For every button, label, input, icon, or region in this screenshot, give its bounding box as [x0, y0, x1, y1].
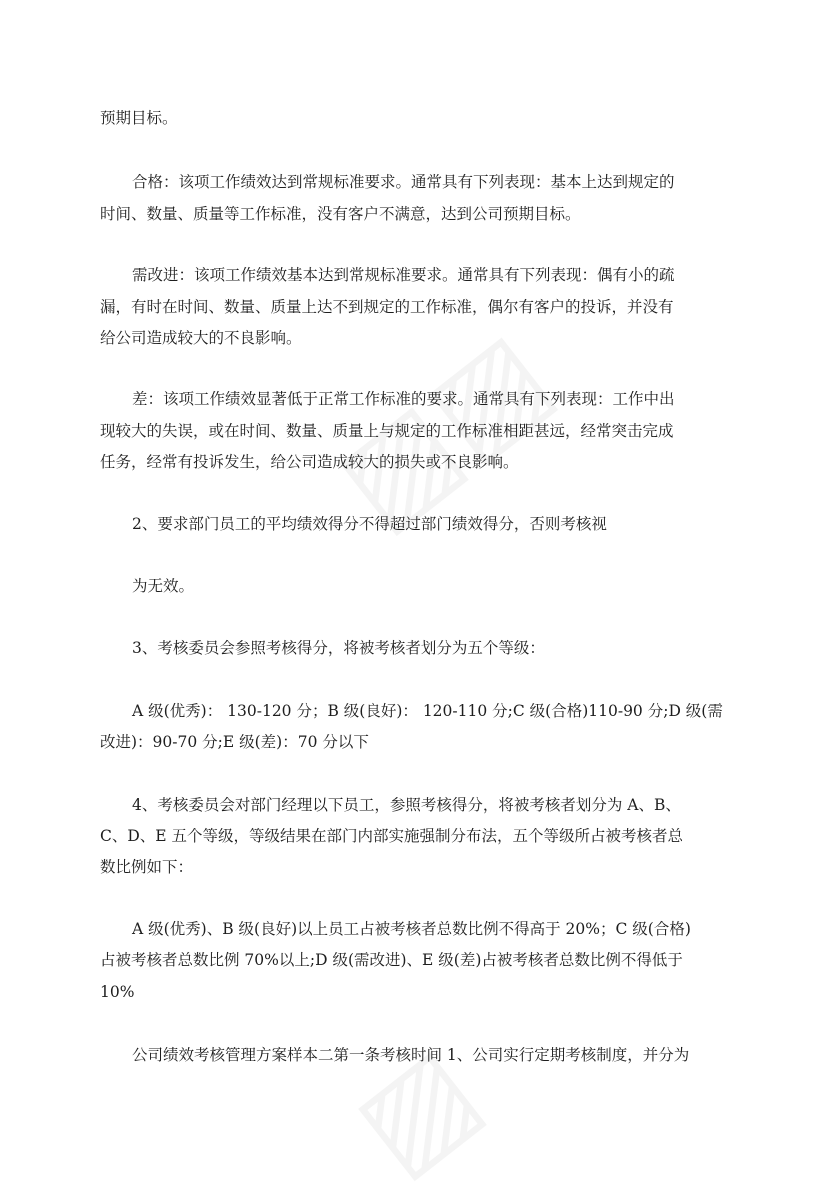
- text-line: 现较大的失误，或在时间、数量、质量上与规定的工作标准相距甚远，经常突击完成: [100, 422, 674, 440]
- text-line: C、D、E 五个等级，等级结果在部门内部实施强制分布法，五个等级所占被考核者总: [100, 827, 684, 845]
- text-line: A 级(优秀)、B 级(良好)以上员工占被考核者总数比例不得高于 20%；C 级(合格): [132, 920, 691, 938]
- text-line: 数比例如下：: [100, 858, 194, 876]
- text-line: 公司绩效考核管理方案样本二第一条考核时间 1、公司实行定期考核制度，并分为: [132, 1046, 690, 1064]
- text-line: 给公司造成较大的不良影响。: [100, 329, 302, 347]
- text-line: 为无效。: [132, 577, 195, 595]
- text-line: 改进)：90-70 分;E 级(差)：70 分以下: [100, 733, 369, 751]
- text-line: 占被考核者总数比例 70%以上;D 级(需改进)、E 级(差)占被考核者总数比例不得低于: [100, 951, 683, 969]
- text-line: A 级(优秀)： 130-120 分；B 级(良好)： 120-110 分;C 级(合格)110-90 分;D 级(需: [132, 702, 723, 720]
- text-line: 2、要求部门员工的平均绩效得分不得超过部门绩效得分，否则考核视: [132, 515, 607, 533]
- text-line: 时间、数量、质量等工作标准，没有客户不满意，达到公司预期目标。: [100, 205, 581, 223]
- text-line: 10%: [100, 983, 135, 1001]
- text-line: 漏，有时在时间、数量、质量上达不到规定的工作标准，偶尔有客户的投诉，并没有: [100, 298, 674, 316]
- text-line: 合格：该项工作绩效达到常规标准要求。通常具有下列表现：基本上达到规定的: [132, 173, 675, 191]
- text-line: 需改进：该项工作绩效基本达到常规标准要求。通常具有下列表现：偶有小的疏: [132, 266, 675, 284]
- text-line: 4、考核委员会对部门经理以下员工，参照考核得分，将被考核者划分为 A、B、: [132, 796, 681, 814]
- text-line: 3、考核委员会参照考核得分，将被考核者划分为五个等级：: [132, 639, 545, 657]
- text-line: 预期目标。: [100, 109, 178, 127]
- text-line: 差：该项工作绩效显著低于正常工作标准的要求。通常具有下列表现：工作中出: [132, 390, 675, 408]
- text-line: 任务，经常有投诉发生，给公司造成较大的损失或不良影响。: [100, 453, 519, 471]
